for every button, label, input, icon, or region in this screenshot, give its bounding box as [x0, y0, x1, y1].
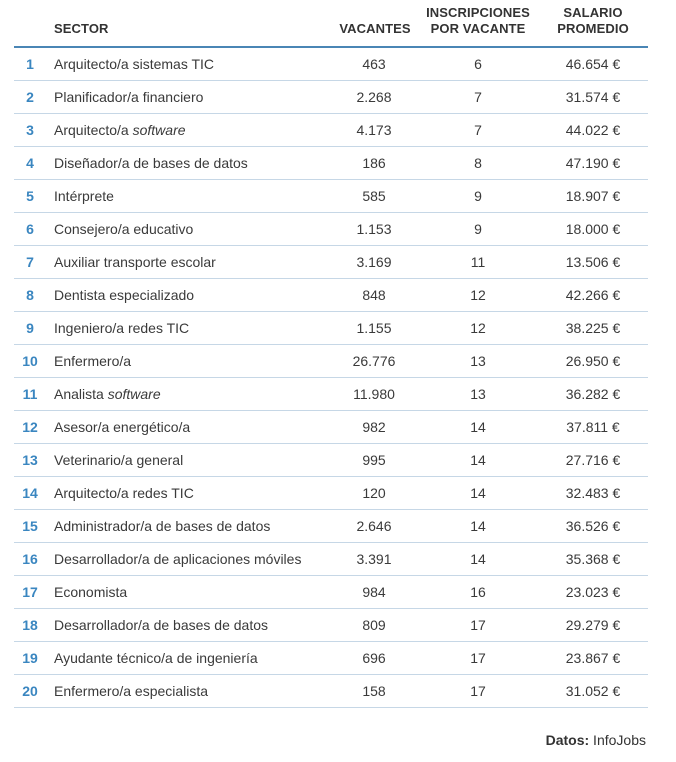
row-sector [54, 609, 268, 641]
row-sector [54, 444, 183, 476]
header-salario [544, 5, 642, 37]
row-salario: 23.023 € [565, 584, 621, 600]
table-row [14, 345, 648, 378]
row-rank: 2 [26, 89, 34, 105]
row-inscripciones: 8 [474, 155, 482, 171]
row-sector [54, 411, 190, 443]
row-sector-text: Dentista especializado [54, 287, 195, 303]
row-sector-text: Consejero/a educativo [54, 221, 194, 237]
table-row [14, 510, 648, 543]
row-inscripciones: 14 [470, 419, 486, 435]
row-sector [54, 147, 248, 179]
row-vacantes: 3.391 [356, 551, 392, 567]
row-rank: 13 [22, 452, 38, 468]
row-vacantes: 848 [362, 287, 386, 303]
row-salario: 46.654 € [565, 56, 621, 72]
row-inscripciones: 12 [470, 287, 486, 303]
table-row [14, 576, 648, 609]
table-row [14, 114, 648, 147]
row-rank: 20 [22, 683, 38, 699]
row-sector-text: Intérprete [54, 188, 114, 204]
row-sector-text: Administrador/a de bases de datos [54, 518, 271, 534]
row-vacantes: 984 [362, 584, 386, 600]
row-vacantes: 158 [362, 683, 386, 699]
row-inscripciones: 17 [470, 650, 486, 666]
row-vacantes: 186 [362, 155, 386, 171]
table-row [14, 312, 648, 345]
row-salario: 18.907 € [565, 188, 621, 204]
row-sector-text: Veterinario/a general [54, 452, 184, 468]
row-inscripciones: 14 [470, 452, 486, 468]
table-row [14, 246, 648, 279]
row-sector [54, 213, 193, 245]
header-salario-line1: SALARIO [563, 5, 623, 20]
row-vacantes: 995 [362, 452, 386, 468]
row-inscripciones: 12 [470, 320, 486, 336]
row-salario: 23.867 € [565, 650, 621, 666]
table-row [14, 609, 648, 642]
row-rank: 1 [26, 56, 34, 72]
row-inscripciones: 13 [470, 353, 486, 369]
job-table [14, 0, 648, 708]
row-inscripciones: 16 [470, 584, 486, 600]
row-salario: 31.574 € [565, 89, 621, 105]
row-vacantes: 2.268 [356, 89, 392, 105]
header-vacantes: VACANTES [339, 21, 411, 36]
row-sector [54, 246, 216, 278]
row-rank: 16 [22, 551, 38, 567]
row-rank: 10 [22, 353, 38, 369]
row-vacantes: 1.153 [356, 221, 392, 237]
row-sector [54, 477, 194, 509]
row-rank: 15 [22, 518, 38, 534]
row-sector-italic: software [132, 122, 186, 138]
row-vacantes: 809 [362, 617, 386, 633]
header-inscripciones-line1: INSCRIPCIONES [426, 5, 530, 20]
row-sector [54, 180, 114, 212]
row-vacantes: 120 [362, 485, 386, 501]
row-salario: 37.811 € [566, 419, 620, 435]
row-salario: 29.279 € [565, 617, 621, 633]
row-sector-text: Auxiliar transporte escolar [54, 254, 216, 270]
row-salario: 18.000 € [565, 221, 621, 237]
row-sector-text: Diseñador/a de bases de datos [54, 155, 248, 171]
row-vacantes: 2.646 [356, 518, 392, 534]
row-sector-text: Arquitecto/a sistemas TIC [54, 56, 215, 72]
data-source [546, 732, 646, 748]
row-sector-text: Enfermero/a [54, 353, 132, 369]
row-vacantes: 26.776 [352, 353, 396, 369]
row-sector [54, 81, 203, 113]
row-sector [54, 378, 161, 410]
row-sector-italic: software [107, 386, 161, 402]
row-inscripciones: 14 [470, 518, 486, 534]
table-header [14, 0, 648, 48]
row-sector [54, 642, 258, 674]
header-sector: SECTOR [54, 21, 109, 36]
table-row [14, 477, 648, 510]
row-sector-text: Enfermero/a especialista [54, 683, 209, 699]
table-row [14, 411, 648, 444]
row-rank: 11 [22, 386, 38, 402]
row-salario: 42.266 € [565, 287, 621, 303]
row-sector [54, 114, 186, 146]
table-row [14, 378, 648, 411]
row-sector [54, 675, 208, 707]
row-vacantes: 1.155 [356, 320, 392, 336]
header-inscripciones-line2: POR VACANTE [430, 21, 526, 36]
header-inscripciones [416, 5, 540, 37]
row-salario: 38.225 € [565, 320, 621, 336]
row-salario: 47.190 € [565, 155, 621, 171]
row-inscripciones: 17 [470, 683, 486, 699]
row-sector-text: Asesor/a energético/a [54, 419, 191, 435]
row-sector-text: Arquitecto/a [54, 122, 133, 138]
source-label: Datos: [545, 732, 590, 748]
row-inscripciones: 14 [470, 485, 486, 501]
row-inscripciones: 11 [470, 254, 486, 270]
row-rank: 17 [22, 584, 38, 600]
row-vacantes: 11.980 [353, 386, 395, 402]
row-rank: 9 [26, 320, 34, 336]
row-salario: 13.506 € [565, 254, 621, 270]
row-rank: 6 [26, 221, 34, 237]
table-row [14, 642, 648, 675]
table-row [14, 48, 648, 81]
row-inscripciones: 9 [474, 221, 482, 237]
row-vacantes: 3.169 [356, 254, 392, 270]
row-salario: 36.282 € [565, 386, 621, 402]
row-salario: 32.483 € [565, 485, 621, 501]
row-sector [54, 312, 189, 344]
row-inscripciones: 9 [474, 188, 482, 204]
row-rank: 7 [26, 254, 34, 270]
row-rank: 18 [22, 617, 38, 633]
row-rank: 12 [22, 419, 38, 435]
row-inscripciones: 13 [470, 386, 486, 402]
row-rank: 14 [22, 485, 38, 501]
row-sector-text: Analista [54, 386, 108, 402]
row-sector [54, 279, 194, 311]
row-sector [54, 543, 301, 575]
row-salario: 36.526 € [565, 518, 621, 534]
table-row [14, 543, 648, 576]
row-rank: 3 [26, 122, 34, 138]
row-sector-text: Planificador/a financiero [54, 89, 204, 105]
row-vacantes: 4.173 [356, 122, 392, 138]
table-row [14, 180, 648, 213]
row-sector [54, 510, 270, 542]
row-vacantes: 463 [362, 56, 386, 72]
row-sector [54, 48, 214, 80]
table-body [14, 48, 648, 708]
row-sector [54, 576, 127, 608]
row-sector-text: Ingeniero/a redes TIC [54, 320, 190, 336]
row-sector-text: Economista [54, 584, 128, 600]
table-row [14, 81, 648, 114]
table-row [14, 675, 648, 708]
row-rank: 4 [26, 155, 34, 171]
row-salario: 27.716 € [565, 452, 621, 468]
table-row [14, 147, 648, 180]
row-inscripciones: 7 [474, 89, 482, 105]
row-vacantes: 585 [362, 188, 386, 204]
row-sector-text: Desarrollador/a de bases de datos [54, 617, 269, 633]
row-inscripciones: 6 [474, 56, 482, 72]
row-sector-text: Arquitecto/a redes TIC [54, 485, 194, 501]
row-sector [54, 345, 131, 377]
row-inscripciones: 14 [470, 551, 486, 567]
row-rank: 5 [26, 188, 34, 204]
row-inscripciones: 17 [470, 617, 486, 633]
row-salario: 31.052 € [565, 683, 621, 699]
row-rank: 19 [22, 650, 38, 666]
row-vacantes: 982 [362, 419, 386, 435]
source-value: InfoJobs [589, 732, 646, 748]
table-row [14, 213, 648, 246]
row-rank: 8 [26, 287, 34, 303]
row-salario: 35.368 € [565, 551, 621, 567]
row-salario: 26.950 € [565, 353, 621, 369]
row-vacantes: 696 [362, 650, 386, 666]
header-salario-line2: PROMEDIO [557, 21, 629, 36]
table-row [14, 444, 648, 477]
row-salario: 44.022 € [565, 122, 621, 138]
table-row [14, 279, 648, 312]
row-sector-text: Ayudante técnico/a de ingeniería [54, 650, 258, 666]
row-sector-text: Desarrollador/a de aplicaciones móviles [54, 551, 302, 567]
row-inscripciones: 7 [474, 122, 482, 138]
